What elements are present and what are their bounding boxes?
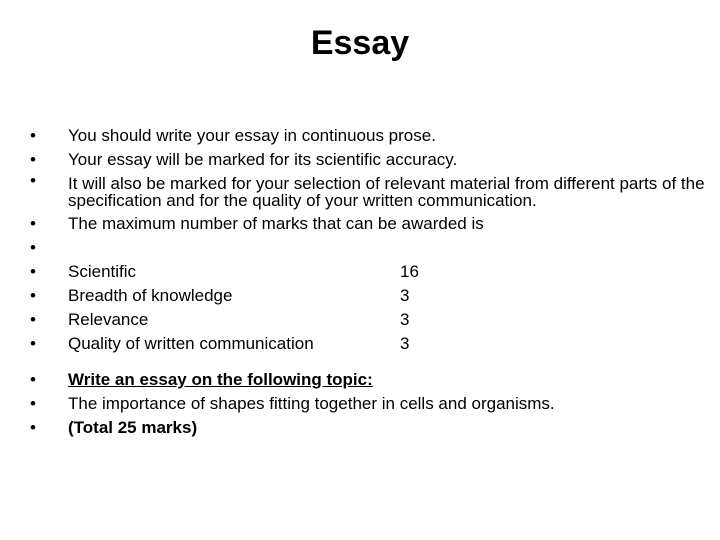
marks-row [30,284,710,308]
mark-value: 3 [400,310,410,329]
marks-row [30,332,710,356]
mark-criterion: • Relevance [68,310,149,329]
bullet-list [30,124,710,440]
slide-title: Essay [310,24,410,62]
mark-value: 3 [400,286,410,305]
mark-criterion: • Breadth of knowledge [68,286,233,305]
task-topic: • The importance of shapes fitting together in cells and organisms. [30,392,710,416]
marks-row [30,260,710,284]
task-instruction-text: Write an essay on the following topic: [68,370,373,389]
mark-criterion: • Scientific [68,262,137,281]
task-total-text: (Total 25 marks) [68,418,198,437]
bullet-scientific-accuracy: • Your essay will be marked for its scientific accuracy. [30,148,710,172]
bullet-maximum-marks: • The maximum number of marks that can be awarded is [30,212,710,236]
mark-value: 3 [400,334,410,353]
bullet-relevant-material: • It will also be marked for your selection of relevant material from different parts of the specification and for the quality of your written communication. [30,172,710,212]
task-instruction [30,368,710,392]
bullet-empty [30,236,710,260]
bullet-continuous-prose: • You should write your essay in continuous prose. [30,124,710,148]
marks-row [30,308,710,332]
mark-criterion: • Quality of written communication [68,334,314,353]
mark-value: 16 [400,262,419,281]
task-total [30,416,710,440]
